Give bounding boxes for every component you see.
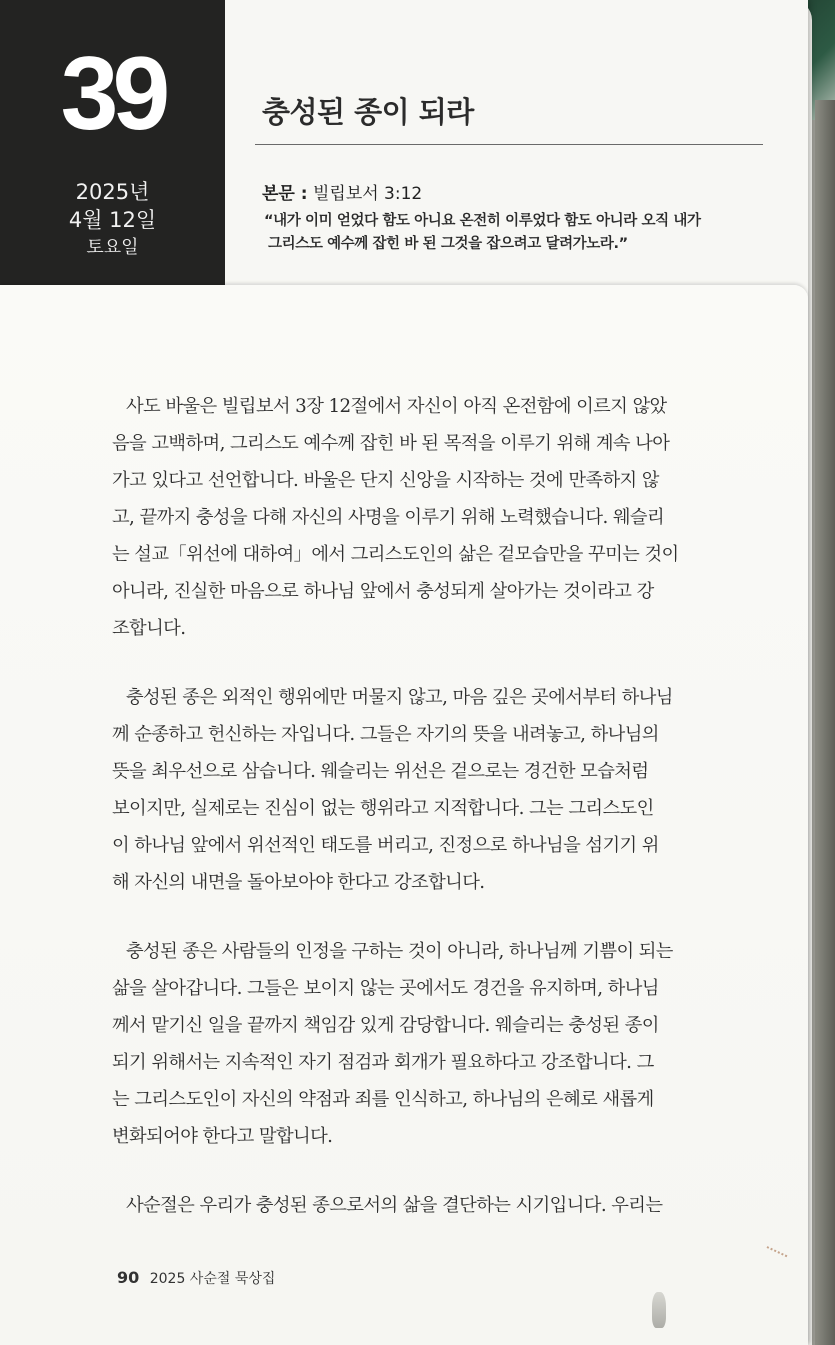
text-line: 가고 있다고 선언합니다. 바울은 단지 신앙을 시작하는 것에 만족하지 않 [112, 470, 659, 491]
book-title: 2025 사순절 묵상집 [149, 1271, 276, 1287]
text-line: 이 하나님 앞에서 위선적인 태도를 버리고, 진정으로 하나님을 섬기기 위 [112, 835, 659, 856]
text-line: 되기 위해서는 지속적인 자기 점검과 회개가 필요하다고 강조합니다. 그 [112, 1052, 654, 1073]
page-footer [117, 1268, 275, 1288]
devotion-body [112, 388, 772, 1256]
background-edge [815, 100, 835, 1345]
paragraph [112, 1187, 772, 1224]
date-year: 2025년 [75, 180, 150, 204]
title-divider [255, 144, 763, 145]
scripture-quote-line: “내가 이미 얻었다 함도 아니요 온전히 이루었다 함도 아니라 오직 내가 [264, 213, 701, 229]
paper-smudge [652, 1292, 666, 1328]
devotion-title: 충성된 종이 되라 [262, 95, 474, 129]
devotion-number: 39 [60, 36, 165, 152]
date-month-day: 4월 12일 [68, 208, 157, 232]
text-line: 보이지만, 실제로는 진심이 없는 행위라고 지적합니다. 그는 그리스도인 [112, 798, 654, 819]
text-line: 는 설교「위선에 대하여」에서 그리스도인의 삶은 겉모습만을 꾸미는 것이 [112, 544, 679, 565]
text-line: 변화되어야 한다고 말합니다. [112, 1126, 333, 1147]
text-line: 충성된 종은 외적인 행위에만 머물지 않고, 마음 깊은 곳에서부터 하나님 [126, 687, 673, 708]
text-line: 조합니다. [112, 618, 186, 639]
devotion-number-block [0, 0, 225, 290]
scripture-quote-line: 그리스도 예수께 잡힌 바 된 그것을 잡으려고 달려가노라.” [268, 236, 628, 252]
scripture-reference [262, 179, 422, 204]
paragraph [112, 933, 772, 1155]
scripture-ref-text: 빌립보서 3:12 [312, 184, 423, 204]
scripture-label: 본문 : [262, 184, 308, 204]
scripture-quote [264, 210, 764, 256]
text-line: 음을 고백하며, 그리스도 예수께 잡힌 바 된 목적을 이루기 위해 계속 나아 [112, 433, 670, 454]
text-line: 사도 바울은 빌립보서 3장 12절에서 자신이 아직 온전함에 이르지 않았 [126, 396, 667, 417]
text-line: 해 자신의 내면을 돌아보아야 한다고 강조합니다. [112, 872, 485, 893]
text-line: 아니라, 진실한 마음으로 하나님 앞에서 충성되게 살아가는 것이라고 강 [112, 581, 654, 602]
text-line: 께 순종하고 헌신하는 자입니다. 그들은 자기의 뜻을 내려놓고, 하나님의 [112, 724, 659, 745]
text-line: 사순절은 우리가 충성된 종으로서의 삶을 결단하는 시기입니다. 우리는 [126, 1195, 663, 1216]
paragraph [112, 679, 772, 901]
text-line: 뜻을 최우선으로 삼습니다. 웨슬리는 위선은 겉으로는 경건한 모습처럼 [112, 761, 649, 782]
text-line: 충성된 종은 사람들의 인정을 구하는 것이 아니라, 하나님께 기쁨이 되는 [126, 941, 673, 962]
page-number: 90 [117, 1268, 140, 1287]
paragraph [112, 388, 772, 647]
text-line: 삶을 살아갑니다. 그들은 보이지 않는 곳에서도 경건을 유지하며, 하나님 [112, 978, 659, 999]
text-line: 께서 맡기신 일을 끝까지 책임감 있게 감당합니다. 웨슬리는 충성된 종이 [112, 1015, 659, 1036]
text-line: 는 그리스도인이 자신의 약점과 죄를 인식하고, 하나님의 은혜로 새롭게 [112, 1089, 654, 1110]
text-line: 고, 끝까지 충성을 다해 자신의 사명을 이루기 위해 노력했습니다. 웨슬리 [112, 507, 665, 528]
date-weekday: 토요일 [86, 237, 139, 258]
